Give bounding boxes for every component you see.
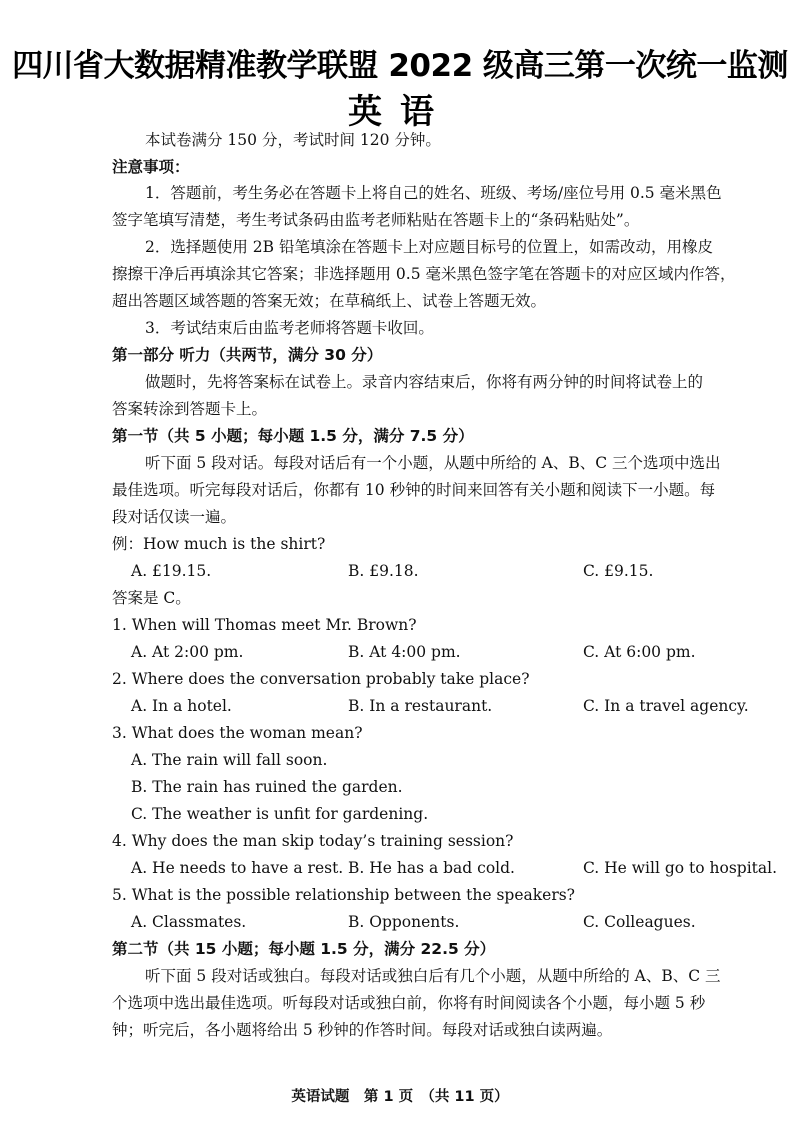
- question-5: 5. What is the possible relationship between the speakers?: [112, 886, 575, 904]
- notice-item-1-line-1: 1．答题前，考生务必在答题卡上将自己的姓名、班级、考场/座位号用 0.5 毫米黑色: [145, 184, 722, 202]
- example-option-c: C. £9.15.: [583, 562, 654, 580]
- section1-instruction-line-1: 听下面 5 段对话。每段对话后有一个小题，从题中所给的 A、B、C 三个选项中选出: [145, 454, 721, 472]
- question-1-option-c: C. At 6:00 pm.: [583, 643, 696, 661]
- example-answer: 答案是 C。: [112, 589, 191, 607]
- question-1-option-b: B. At 4:00 pm.: [348, 643, 461, 661]
- section2-instruction-line-1: 听下面 5 段对话或独白。每段对话或独白后有几个小题，从题中所给的 A、B、C 三: [145, 967, 721, 985]
- section1-heading: 第一节（共 5 小题；每小题 1.5 分，满分 7.5 分）: [112, 427, 474, 445]
- question-3-option-c: C. The weather is unfit for gardening.: [131, 805, 429, 823]
- question-4-option-a: A. He needs to have a rest.: [131, 859, 344, 877]
- subject-title: 英语: [348, 92, 452, 132]
- question-4-option-c: C. He will go to hospital.: [583, 859, 778, 877]
- question-3: 3. What does the woman mean?: [112, 724, 363, 742]
- question-2: 2. Where does the conversation probably take place?: [112, 670, 530, 688]
- part1-instruction-line-2: 答案转涂到答题卡上。: [112, 400, 268, 418]
- question-2-option-b: B. In a restaurant.: [348, 697, 493, 715]
- notice-item-2-line-3: 超出答题区域答题的答案无效；在草稿纸上、试卷上答题无效。: [112, 292, 547, 310]
- notice-item-3: 3．考试结束后由监考老师将答题卡收回。: [145, 319, 434, 337]
- question-1: 1. When will Thomas meet Mr. Brown?: [112, 616, 417, 634]
- intro-text: 本试卷满分 150 分，考试时间 120 分钟。: [145, 131, 441, 149]
- part1-instruction-line-1: 做题时，先将答案标在试卷上。录音内容结束后，你将有两分钟的时间将试卷上的: [145, 373, 704, 391]
- example-option-b: B. £9.18.: [348, 562, 419, 580]
- question-3-option-a: A. The rain will fall soon.: [131, 751, 328, 769]
- example-option-a: A. £19.15.: [131, 562, 212, 580]
- notice-item-2-line-1: 2．选择题使用 2B 铅笔填涂在答题卡上对应题目标号的位置上，如需改动，用橡皮: [145, 238, 713, 256]
- notice-item-2-line-2: 擦擦干净后再填涂其它答案；非选择题用 0.5 毫米黑色签字笔在答题卡的对应区域内作答，: [112, 265, 736, 283]
- section2-instruction-line-2: 个选项中选出最佳选项。听每段对话或独白前，你将有时间阅读各个小题，每小题 5 秒: [112, 994, 706, 1012]
- question-3-option-b: B. The rain has ruined the garden.: [131, 778, 403, 796]
- section2-instruction-line-3: 钟；听完后，各小题将给出 5 秒钟的作答时间。每段对话或独白读两遍。: [112, 1021, 613, 1039]
- section1-instruction-line-3: 段对话仅读一遍。: [112, 508, 237, 526]
- question-4-option-b: B. He has a bad cold.: [348, 859, 515, 877]
- notice-heading: 注意事项：: [112, 158, 190, 176]
- question-5-option-c: C. Colleagues.: [583, 913, 696, 931]
- exam-title: 四川省大数据精准教学联盟 2022 级高三第一次统一监测: [12, 48, 788, 84]
- question-5-option-b: B. Opponents.: [348, 913, 460, 931]
- section2-heading: 第二节（共 15 小题；每小题 1.5 分，满分 22.5 分）: [112, 940, 496, 958]
- question-5-option-a: A. Classmates.: [131, 913, 247, 931]
- question-2-option-a: A. In a hotel.: [131, 697, 232, 715]
- question-2-option-c: C. In a travel agency.: [583, 697, 749, 715]
- question-1-option-a: A. At 2:00 pm.: [131, 643, 244, 661]
- example-question: 例：How much is the shirt?: [112, 535, 326, 553]
- notice-item-1-line-2: 签字笔填写清楚，考生考试条码由监考老师粘贴在答题卡上的“条码粘贴处”。: [112, 211, 640, 229]
- question-4: 4. Why does the man skip today’s training session?: [112, 832, 514, 850]
- part1-heading: 第一部分 听力（共两节，满分 30 分）: [112, 346, 383, 364]
- page-footer: 英语试题 第 1 页 （共 11 页）: [291, 1089, 509, 1105]
- section1-instruction-line-2: 最佳选项。听完每段对话后，你都有 10 秒钟的时间来回答有关小题和阅读下一小题。每: [112, 481, 716, 499]
